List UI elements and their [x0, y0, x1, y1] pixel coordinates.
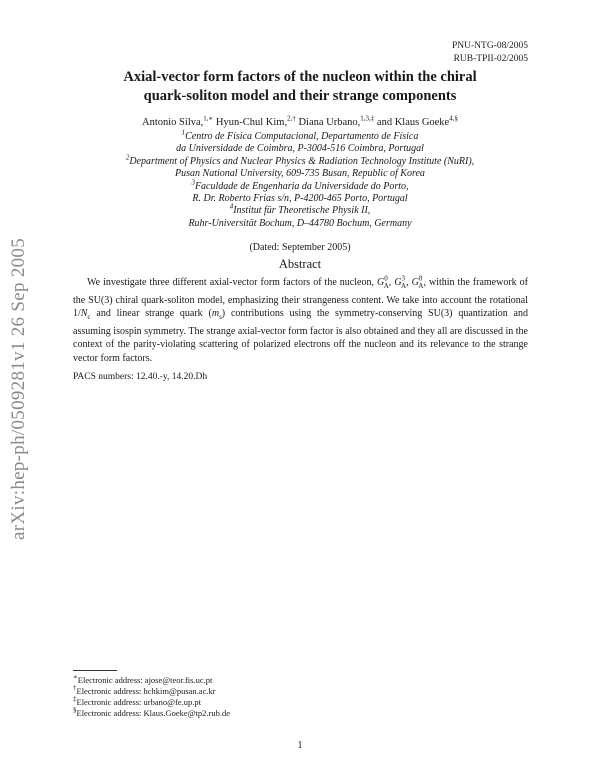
affiliation-line: Pusan National University, 609-735 Busan, Republic of Korea [175, 168, 425, 180]
affiliation-line: $^4$Institut für Theoretische Physik II, [229, 203, 371, 217]
pacs-numbers: PACS numbers: 12.40.-y, 14.20.Dh [73, 372, 208, 382]
author-list [0, 116, 600, 129]
page-number: 1 [297, 740, 303, 751]
date-line: (Dated: September 2005) [249, 242, 351, 253]
author: Antonio Silva,$^{1,∗}$ [142, 114, 214, 128]
affiliation-line: $^2$Department of Physics and Nuclear Physics & Radiation Technology Institute (NuRI), [125, 153, 475, 167]
footnote: †Electronic address: hchkim@pusan.ac.kr [73, 684, 216, 696]
preprint-number-2: RUB-TPII-02/2005 [453, 54, 528, 64]
footnote: §Electronic address: Klaus.Goeke@tp2.rub.de [73, 706, 230, 718]
preprint-number: PNU-NTG-08/2005 [452, 41, 528, 51]
abstract-heading: Abstract [278, 257, 322, 271]
author: and Klaus Goeke$^{4,\S}$ [376, 114, 458, 128]
affiliation-line: da Universidade de Coimbra, P-3004-516 Coimbra, Portugal [176, 143, 424, 155]
author: Hyun-Chul Kim,$^{2,\dagger}$ [215, 114, 296, 128]
abstract-body: We investigate three different axial-vector form factors of the nucleon, $G^0_A$, $G^3_A$, $G^8_A$, within the framework of the SU(3) chiral quark-soliton model, emphasizing their strangeness content. We take into account the rotational $1/N_c$ and linear strange quark $(m_s)$ contributions using the symmetry-conserving SU(3) quantization and assuming isospin symmetry. The strange axial-vector form factor is also obtained and they all are discussed in the context of the parity-violating scattering of polarized electrons off the nucleon and its relevance to the strange vector form factors. [73, 274, 529, 364]
affiliations [0, 128, 600, 230]
paper-title: Axial-vector form factors of the nucleon within the chiral quark-soliton model and their strange components [123, 69, 477, 104]
affiliation-line: $^1$Centro de Física Computacional, Departamento de Física [181, 128, 419, 142]
affiliation-line: $^3$Faculdade de Engenharia da Universidade do Porto, [191, 178, 409, 192]
footnote-divider [73, 670, 117, 671]
affiliation-line: R. Dr. Roberto Frias s/n, P-4200-465 Porto, Portugal [192, 193, 408, 205]
footnote: ‡Electronic address: urbano@fe.up.pt [73, 695, 201, 707]
affiliation-line: Ruhr-Universität Bochum, D–44780 Bochum, Germany [188, 217, 412, 229]
author: Diana Urbano,$^{1,3,\ddagger}$ [298, 114, 375, 128]
footnote: ∗Electronic address: ajose@teor.fis.uc.pt [73, 673, 213, 685]
